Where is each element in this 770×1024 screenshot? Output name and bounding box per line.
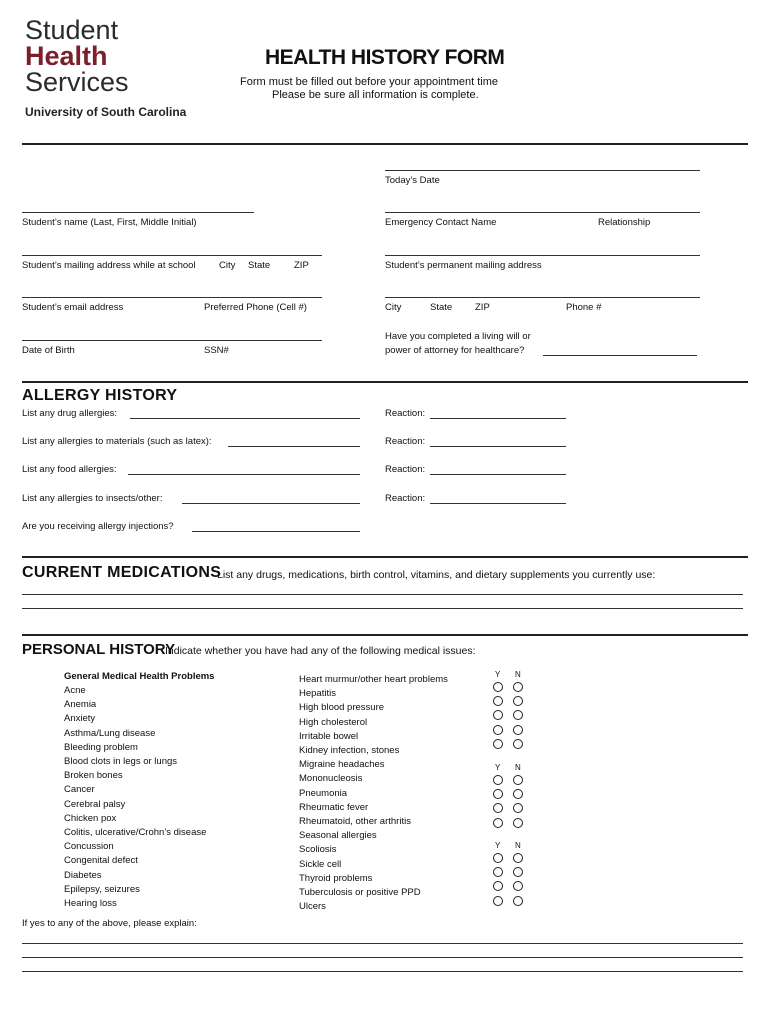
reaction-label: Reaction: (385, 493, 426, 504)
condition-item: Concussion (64, 841, 114, 853)
condition-item: Tuberculosis or positive PPD (299, 887, 421, 898)
no-radio[interactable] (513, 725, 523, 735)
address-label: Student’s mailing address while at school (22, 260, 196, 271)
condition-item: Cerebral palsy (64, 798, 126, 810)
condition-item: Kidney infection, stones (299, 745, 400, 756)
condition-item: Hepatitis (299, 688, 336, 700)
condition-item: Bleeding problem (64, 741, 138, 753)
materials-allergy-line[interactable] (228, 446, 360, 447)
yes-radio[interactable] (493, 789, 503, 799)
condition-item: Colitis, ulcerative/Crohn’s disease (64, 827, 207, 838)
yes-header: Y (495, 763, 501, 772)
divider (22, 556, 748, 558)
condition-item: Congenital defect (64, 855, 138, 867)
condition-item: Rheumatic fever (299, 801, 369, 813)
condition-item: Scoliosis (299, 844, 337, 856)
yes-header: Y (495, 841, 501, 850)
condition-item: Broken bones (64, 770, 123, 782)
logo-line-student: Student (25, 15, 119, 45)
yes-radio[interactable] (493, 853, 503, 863)
form-subtitle-2: Please be sure all information is complete. (272, 89, 479, 101)
form-title: HEALTH HISTORY FORM (265, 46, 505, 69)
condition-item: Seasonal allergies (299, 830, 377, 842)
condition-item: Epilepsy, seizures (64, 883, 140, 895)
no-radio[interactable] (513, 789, 523, 799)
injections-label: Are you receiving allergy injections? (22, 521, 174, 532)
no-header: N (515, 763, 521, 772)
no-radio[interactable] (513, 896, 523, 906)
no-radio[interactable] (513, 682, 523, 692)
reaction-label: Reaction: (385, 436, 426, 447)
yes-radio[interactable] (493, 896, 503, 906)
explain-line[interactable] (22, 971, 743, 972)
condition-item: Diabetes (64, 869, 102, 881)
will-label-2: power of attorney for healthcare? (385, 345, 525, 356)
perm-line[interactable] (385, 255, 700, 256)
condition-item: Asthma/Lung disease (64, 727, 156, 739)
perm-zip-label: ZIP (475, 302, 490, 313)
email-label: Student’s email address (22, 302, 124, 313)
yes-radio[interactable] (493, 881, 503, 891)
perm-phone-label: Phone # (566, 302, 602, 313)
condition-item: Acne (64, 685, 86, 696)
medications-line[interactable] (22, 608, 743, 609)
condition-item: High blood pressure (299, 702, 385, 714)
reaction-label: Reaction: (385, 464, 426, 475)
perm-city-line[interactable] (385, 297, 700, 298)
relationship-label: Relationship (598, 217, 651, 228)
condition-item: Ulcers (299, 901, 326, 913)
condition-item: Blood clots in legs or lungs (64, 756, 178, 767)
zip-label: ZIP (294, 260, 309, 271)
divider (22, 381, 748, 383)
no-radio[interactable] (513, 696, 523, 706)
will-label-1: Have you completed a living will or (385, 331, 531, 342)
condition-item: Hearing loss (64, 898, 117, 909)
drug-allergy-line[interactable] (130, 418, 360, 419)
injections-line[interactable] (192, 531, 360, 532)
phone-label: Preferred Phone (Cell #) (204, 302, 307, 313)
allergy-title: ALLERGY HISTORY (22, 387, 178, 404)
yes-radio[interactable] (493, 803, 503, 813)
yes-radio[interactable] (493, 818, 503, 828)
condition-item: Irritable bowel (299, 730, 359, 742)
reaction-line[interactable] (430, 446, 566, 447)
yes-radio[interactable] (493, 725, 503, 735)
reaction-line[interactable] (430, 418, 566, 419)
condition-item: Anxiety (64, 713, 96, 725)
insect-allergy-line[interactable] (182, 503, 360, 504)
drug-allergy-label: List any drug allergies: (22, 408, 118, 419)
perm-label: Student’s permanent mailing address (385, 260, 542, 271)
condition-item: Thyroid problems (299, 872, 373, 884)
insect-allergy-label: List any allergies to insects/other: (22, 493, 163, 504)
medications-title: CURRENT MEDICATIONS (22, 564, 222, 581)
no-radio[interactable] (513, 853, 523, 863)
email-line[interactable] (22, 297, 322, 298)
explain-label: If yes to any of the above, please explain: (22, 918, 197, 929)
yes-header: Y (495, 670, 501, 679)
no-radio[interactable] (513, 739, 523, 749)
yes-radio[interactable] (493, 775, 503, 785)
condition-item: Heart murmur/other heart problems (299, 674, 448, 685)
condition-item: Migraine headaches (299, 759, 385, 771)
state-label: State (248, 260, 271, 271)
form-subtitle-1: Form must be filled out before your appointment time (240, 76, 499, 88)
logo-university: University of South Carolina (25, 105, 187, 119)
no-radio[interactable] (513, 818, 523, 828)
materials-allergy-label: List any allergies to materials (such as latex): (22, 436, 212, 447)
condition-item: Anemia (64, 699, 97, 711)
yes-radio[interactable] (493, 682, 503, 692)
logo-line-health: Health (25, 41, 108, 71)
personal-desc: Indicate whether you have had any of the following medical issues: (165, 645, 476, 657)
medications-desc: List any drugs, medications, birth control, vitamins, and dietary supplements you currently use: (217, 569, 656, 581)
divider (22, 143, 748, 145)
no-radio[interactable] (513, 867, 523, 877)
address-line[interactable] (22, 255, 322, 256)
ssn-label: SSN# (204, 345, 229, 356)
yes-radio[interactable] (493, 710, 503, 720)
general-problems-header: General Medical Health Problems (64, 671, 215, 682)
no-radio[interactable] (513, 881, 523, 891)
condition-item: Sickle cell (299, 858, 342, 870)
no-radio[interactable] (513, 803, 523, 813)
city-label: City (219, 260, 236, 271)
name-line[interactable] (22, 212, 254, 213)
reaction-line[interactable] (430, 503, 566, 504)
yes-radio[interactable] (493, 867, 503, 877)
condition-item: High cholesterol (299, 716, 368, 728)
emergency-label: Emergency Contact Name (385, 217, 497, 228)
no-radio[interactable] (513, 775, 523, 785)
reaction-label: Reaction: (385, 408, 426, 419)
perm-state-label: State (430, 302, 453, 313)
no-header: N (515, 670, 521, 679)
name-label: Student’s name (Last, First, Middle Initial) (22, 217, 197, 228)
yes-radio[interactable] (493, 739, 503, 749)
explain-line[interactable] (22, 943, 743, 944)
medications-line[interactable] (22, 594, 743, 595)
reaction-line[interactable] (430, 474, 566, 475)
explain-line[interactable] (22, 957, 743, 958)
today-date-line[interactable] (385, 170, 700, 171)
today-date-label: Today’s Date (385, 175, 440, 186)
condition-item: Pneumonia (299, 787, 348, 799)
food-allergy-label: List any food allergies: (22, 464, 117, 475)
divider (22, 634, 748, 636)
perm-city-label: City (385, 302, 402, 313)
food-allergy-line[interactable] (128, 474, 360, 475)
dob-line[interactable] (22, 340, 322, 341)
logo-line-services: Services (25, 67, 129, 97)
condition-item: Chicken pox (64, 812, 117, 824)
condition-item: Mononucleosis (299, 773, 363, 785)
emergency-line[interactable] (385, 212, 700, 213)
no-header: N (515, 841, 521, 850)
condition-item: Rheumatoid, other arthritis (299, 816, 411, 827)
condition-item: Cancer (64, 784, 95, 796)
personal-title: PERSONAL HISTORY (22, 641, 176, 658)
will-line[interactable] (543, 355, 697, 356)
yes-radio[interactable] (493, 696, 503, 706)
no-radio[interactable] (513, 710, 523, 720)
dob-label: Date of Birth (22, 345, 75, 356)
